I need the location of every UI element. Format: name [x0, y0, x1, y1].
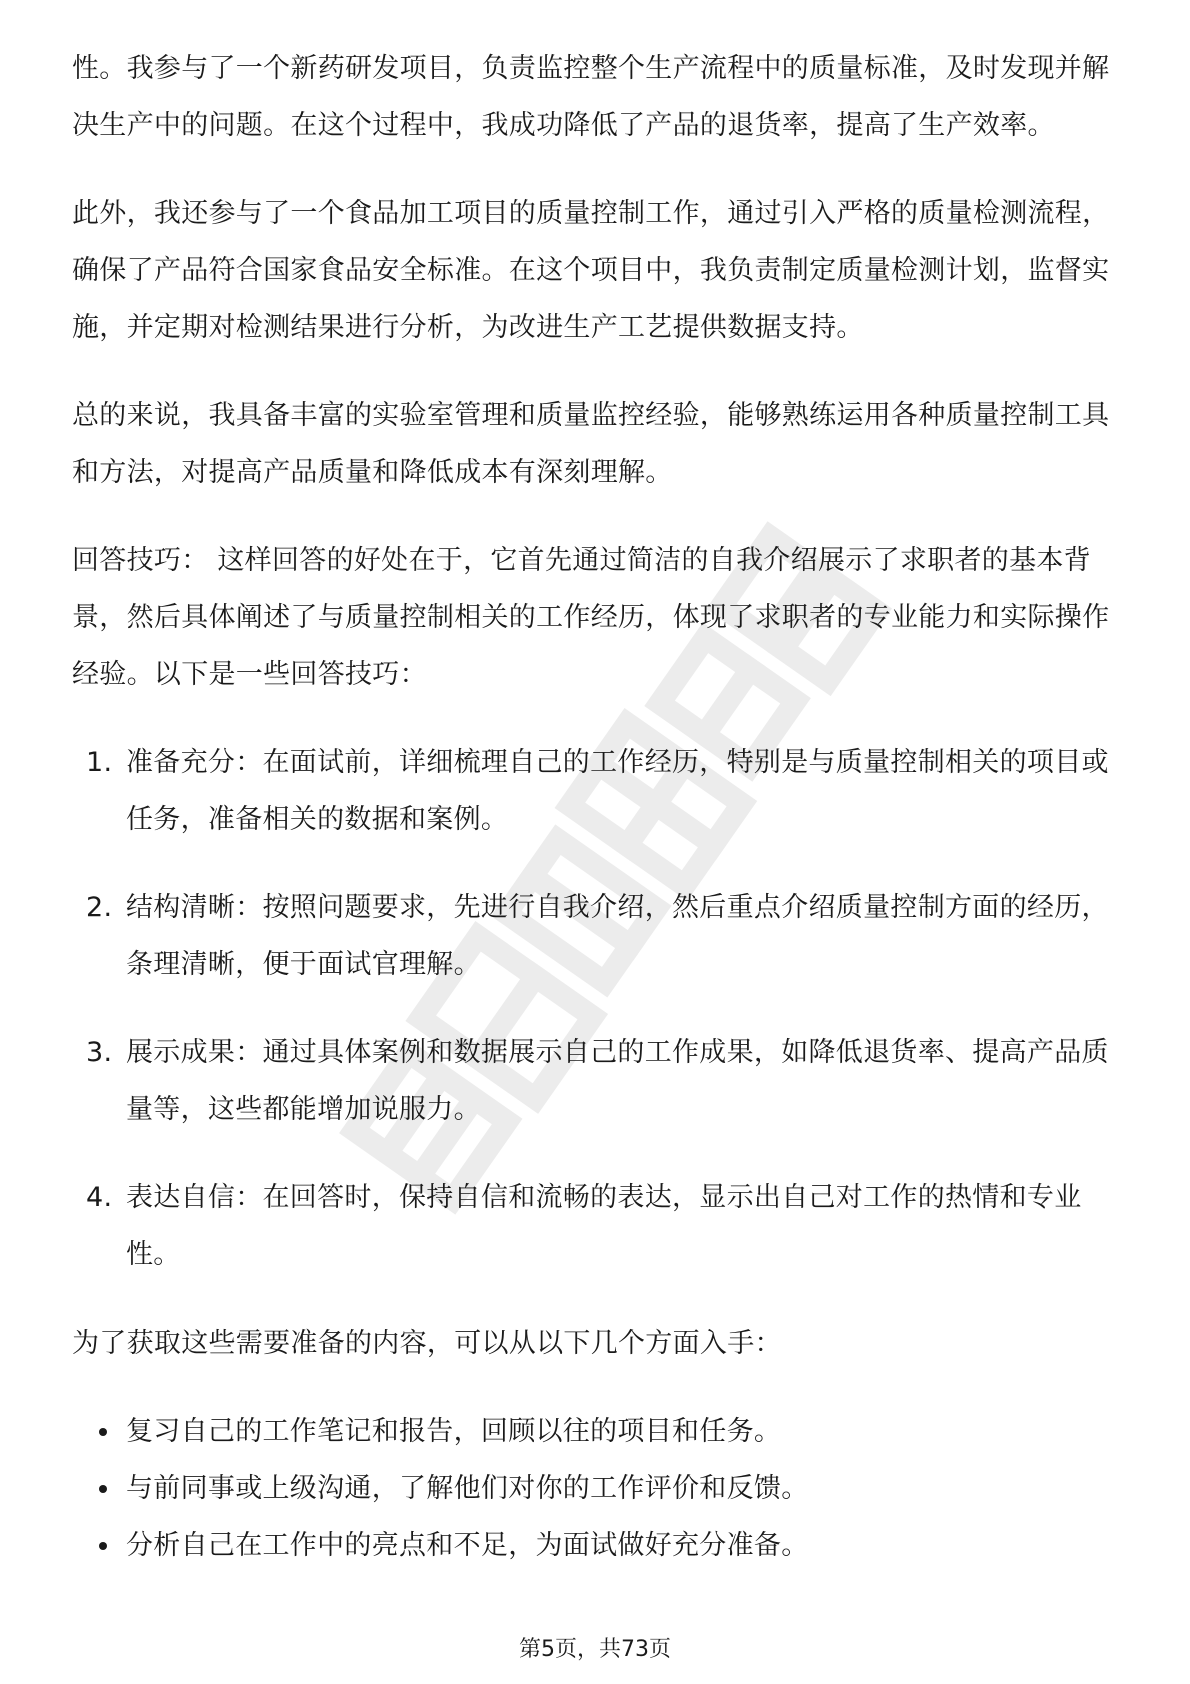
prep-bullet-list	[72, 1403, 1122, 1574]
bullet-item	[72, 1460, 1122, 1517]
bullet-item	[72, 1517, 1122, 1574]
list-item	[72, 734, 1122, 848]
page-footer: 第5页，共73页	[519, 1637, 671, 1662]
bullet-text: 分析自己在工作中的亮点和不足，为面试做好充分准备。	[126, 1530, 809, 1561]
list-item-text: 准备充分：在面试前，详细梳理自己的工作经历，特别是与质量控制相关的项目或任务，准备相关的数据和案例。	[126, 747, 1109, 835]
bullet-dot-icon	[99, 1542, 107, 1550]
paragraph-1: 性。我参与了一个新药研发项目，负责监控整个生产流程中的质量标准，及时发现并解决生产中的问题。在这个过程中，我成功降低了产品的退货率，提高了生产效率。	[72, 53, 1110, 141]
bullet-text: 复习自己的工作笔记和报告，回顾以往的项目和任务。	[126, 1416, 782, 1447]
list-number: 3.	[86, 1037, 113, 1068]
list-item-text: 结构清晰：按照问题要求，先进行自我介绍，然后重点介绍质量控制方面的经历，条理清晰，便于面试官理解。	[126, 892, 1109, 980]
list-number: 4.	[86, 1182, 113, 1213]
list-number: 2.	[86, 892, 113, 923]
paragraph-3: 总的来说，我具备丰富的实验室管理和质量监控经验，能够熟练运用各种质量控制工具和方法，对提高产品质量和降低成本有深刻理解。	[72, 400, 1110, 488]
prep-intro: 为了获取这些需要准备的内容，可以从以下几个方面入手：	[72, 1328, 782, 1359]
bullet-text: 与前同事或上级沟通，了解他们对你的工作评价和反馈。	[126, 1473, 809, 1504]
main-content	[72, 40, 1122, 1574]
list-number: 1.	[86, 747, 113, 778]
paragraph-2: 此外，我还参与了一个食品加工项目的质量控制工作，通过引入严格的质量检测流程，确保了产品符合国家食品安全标准。在这个项目中，我负责制定质量检测计划，监督实施，并定期对检测结果进行分析，为改进生产工艺提供数据支持。	[72, 198, 1110, 343]
bullet-item	[72, 1403, 1122, 1460]
list-item-text: 展示成果：通过具体案例和数据展示自己的工作成果，如降低退货率、提高产品质量等，这些都能增加说服力。	[126, 1037, 1109, 1125]
bullet-dot-icon	[99, 1428, 107, 1436]
tips-list	[72, 734, 1122, 1283]
list-item	[72, 879, 1122, 993]
list-item	[72, 1024, 1122, 1138]
list-item-text: 表达自信：在回答时，保持自信和流畅的表达，显示出自己对工作的热情和专业性。	[126, 1182, 1082, 1270]
bullet-dot-icon	[99, 1485, 107, 1493]
paragraph-answer-tips: 回答技巧： 这样回答的好处在于，它首先通过简洁的自我介绍展示了求职者的基本背景，然后具体阐述了与质量控制相关的工作经历，体现了求职者的专业能力和实际操作经验。以下是一些回答技巧：	[72, 545, 1110, 690]
list-item	[72, 1169, 1122, 1283]
